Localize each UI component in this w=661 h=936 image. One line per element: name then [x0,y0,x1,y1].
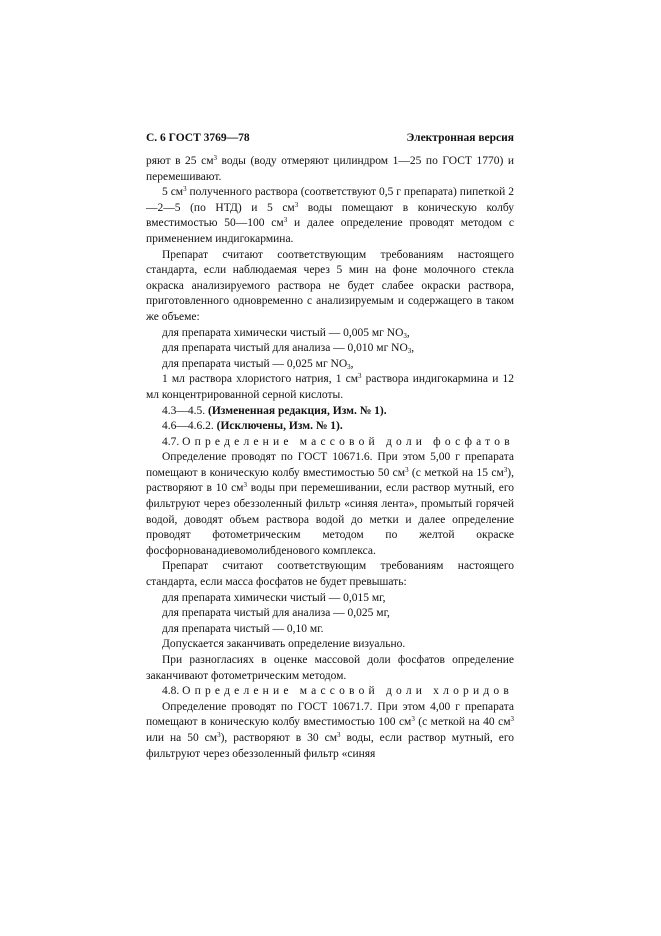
paragraph-5: Определение проводят по ГОСТ 10671.6. При этом 5,00 г препарата помещают в коническую колбу вместимостью 50 $см^3$ (с меткой на 15 $см^3$), растворяют в 10 $см^3$ воды при перемешивании, если раствор мутный, его фильтруют через обеззоленный фильтр «синяя лента», промытый горячей водой, доводят объем раствора водой до метки и далее определение проводят фотометрическим методом по желтой окраске фосфорнованадиевомолибденового комплекса. [146,451,514,557]
section-heading-4-8: 4.8. Определение массовой доли хлоридов [162,685,513,698]
list-item-nitrate-3: для препарата чистый — 0,025 мг $NO_3$, [162,357,354,371]
list-item-phosphate-3: для препарата чистый — 0,10 мг. [162,622,324,635]
list-item-phosphate-2: для препарата чистый для анализа — 0,025 мг, [162,607,390,620]
paragraph-3: Препарат считают соответствующим требованиям настоящего стандарта, если наблюдаемая через 5 мин на фоне молочного стекла окраска анализируемого раствора не будет слабее окраски раствора, приготовленного одновременно с анализируемым и содержащего в таком же объеме: [146,248,514,323]
amendment-note-2: 4.6—4.6.2. (Исключены, Изм. № 1). [162,420,343,433]
section-heading-4-7: 4.7. Определение массовой доли фосфатов [162,435,514,448]
paragraph-7: Допускается заканчивать определение визуально. [162,638,406,651]
document-body [146,154,514,762]
page-header [146,132,514,144]
paragraph-1: ряют в 25 $см^3$ воды (воду отмеряют цилиндром 1—25 по ГОСТ 1770) и перемешивают. [146,154,514,183]
paragraph-6: Препарат считают соответствующим требованиям настоящего стандарта, если масса фосфатов не будет превышать: [146,560,514,589]
paragraph-4: 1 мл раствора хлористого натрия, 1 $см^3$ раствора индигокармина и 12 мл концентрированной серной кислоты. [146,372,514,401]
paragraph-8: При разногласиях в оценке массовой доли фосфатов определение заканчивают фотометрическим методом. [146,654,514,682]
header-right: Электронная версия [406,132,514,144]
amendment-note-1: 4.3—4.5. (Измененная редакция, Изм. № 1). [162,404,387,417]
header-left: С. 6 ГОСТ 3769—78 [146,132,250,144]
list-item-nitrate-1: для препарата химически чистый — 0,005 мг $NO_3$, [162,326,410,340]
list-item-nitrate-2: для препарата чистый для анализа — 0,010 мг $NO_3$, [162,342,415,356]
paragraph-2: 5 $см^3$ полученного раствора (соответствуют 0,5 г препарата) пипеткой 2—2—5 (по НТД) и 5 $см^3$ воды помещают в коническую колбу вместимостью 50—100 $см^3$ и далее определение проводят методом с применением индигокармина. [146,185,514,245]
list-item-phosphate-1: для препарата химически чистый — 0,015 мг, [162,591,386,604]
paragraph-9: Определение проводят по ГОСТ 10671.7. При этом 4,00 г препарата помещают в коническую колбу вместимостью 100 $см^3$ (с меткой на 40 $см^3$ или на 50 $см^3$), растворяют в 30 $см^3$ воды, если раствор мутный, его фильтруют через обеззоленный фильтр «синяя [146,700,515,760]
